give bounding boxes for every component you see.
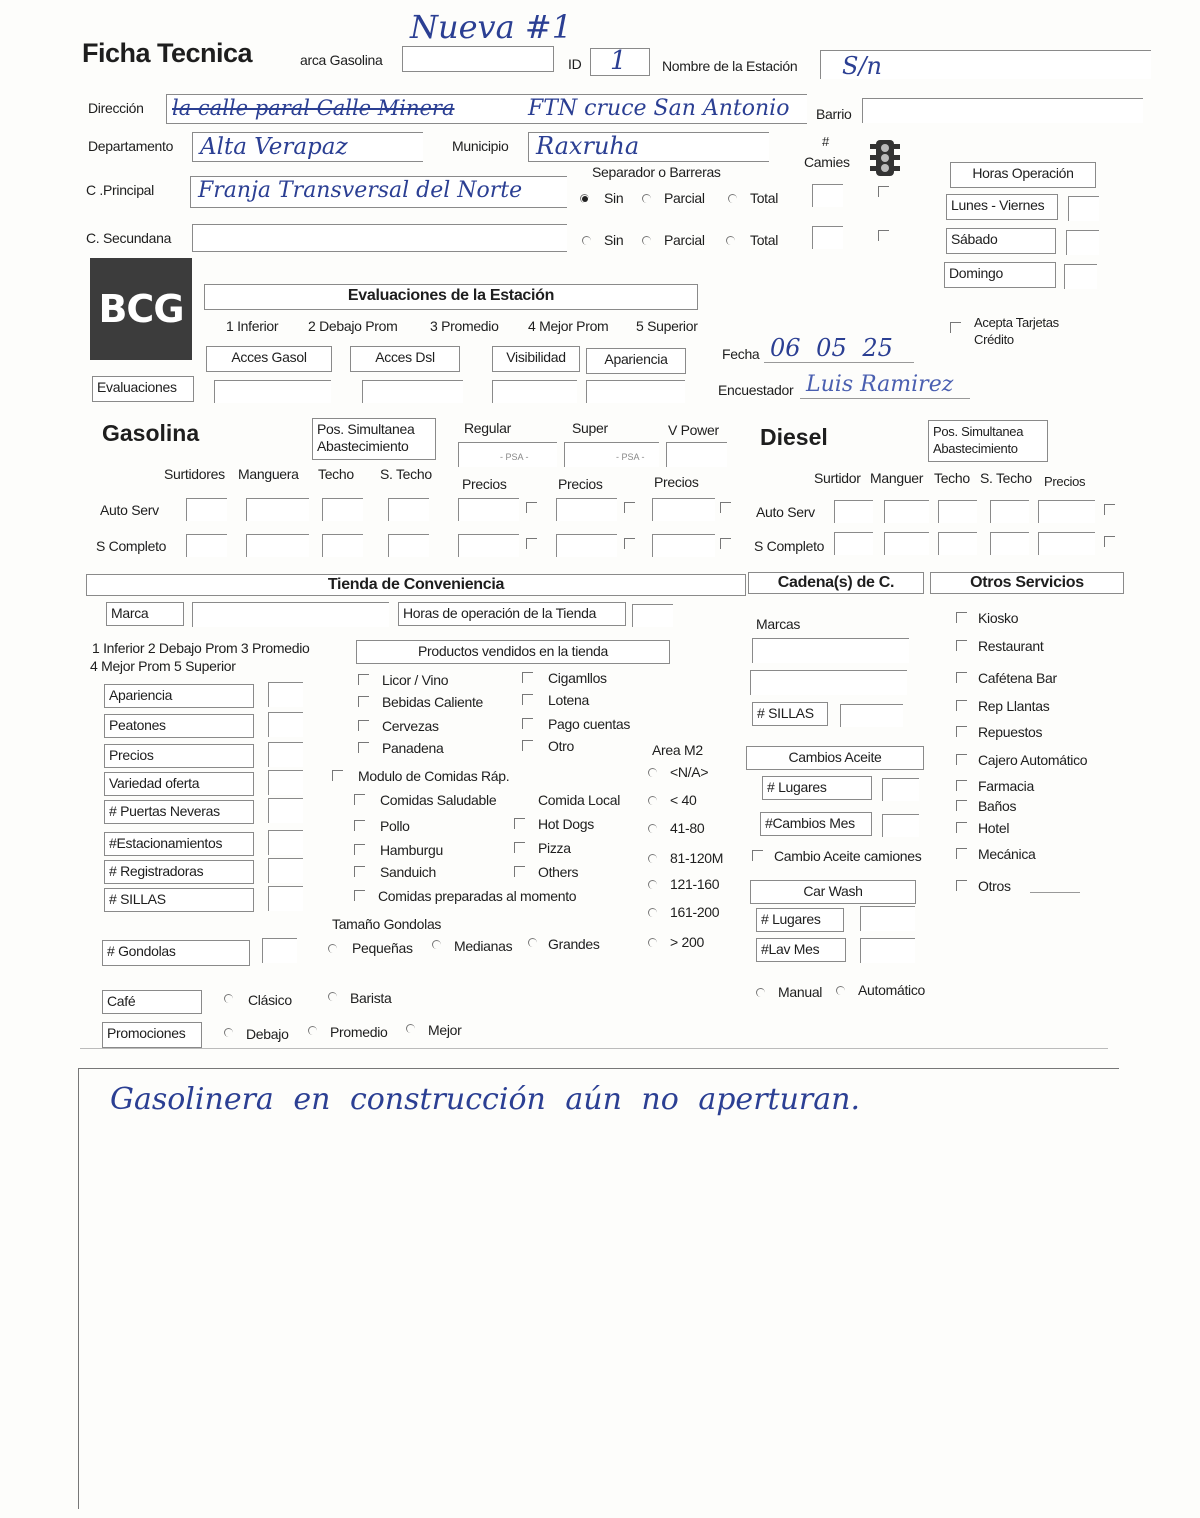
comida-4-label: Comidas preparadas al momento bbox=[378, 888, 577, 904]
otros-5-checkbox[interactable] bbox=[956, 754, 967, 765]
manual-radio[interactable] bbox=[756, 988, 765, 997]
size-medianas: Medianas bbox=[454, 938, 513, 954]
diesel-col-techo: Techo bbox=[934, 470, 970, 486]
modulo-label: Modulo de Comidas Ráp. bbox=[358, 768, 510, 784]
marca-field[interactable] bbox=[192, 602, 389, 627]
tienda-scale-2: 4 Mejor Prom 5 Superior bbox=[90, 658, 236, 674]
bcg-logo: BCG bbox=[90, 258, 192, 360]
id-label: ID bbox=[568, 56, 582, 72]
otros-4-checkbox[interactable] bbox=[956, 726, 967, 737]
gondolas-label: # Gondolas bbox=[102, 940, 250, 966]
gas-price-1-1[interactable] bbox=[556, 534, 617, 557]
cafe-barista: Barista bbox=[350, 990, 392, 1006]
tienda-eval-3-field[interactable] bbox=[268, 770, 303, 795]
principal-sin-radio[interactable] bbox=[580, 194, 589, 203]
tienda-eval-7-field[interactable] bbox=[268, 886, 303, 911]
secundaria-field[interactable] bbox=[192, 224, 567, 252]
horas-tienda-field[interactable] bbox=[632, 604, 673, 627]
size-pequenas-radio[interactable] bbox=[328, 944, 337, 953]
productos-label: Productos vendidos en la tienda bbox=[356, 640, 670, 664]
visibilidad-field[interactable] bbox=[492, 380, 577, 403]
municipio-value: Raxruha bbox=[536, 132, 640, 160]
cadena-sillas-field[interactable] bbox=[840, 704, 903, 727]
otros-4-label: Repuestos bbox=[978, 724, 1043, 740]
barrio-label: Barrio bbox=[816, 106, 852, 122]
grade-regular: Regular bbox=[464, 420, 511, 436]
otros-title: Otros Servicios bbox=[930, 572, 1124, 594]
principal-value: Franja Transversal del Norte bbox=[198, 178, 523, 203]
prod-right-0-checkbox[interactable] bbox=[522, 672, 533, 683]
diesel-price-check-1[interactable] bbox=[1104, 536, 1115, 547]
size-medianas-radio[interactable] bbox=[432, 940, 441, 949]
carwash-lugares-label: # Lugares bbox=[756, 908, 844, 932]
tienda-eval-4-label: # Puertas Neveras bbox=[104, 800, 254, 824]
prod-right-0-label: Cigamllos bbox=[548, 670, 607, 686]
gasolina-pos-label: Pos. Simultanea Abastecimiento bbox=[312, 418, 436, 460]
otros-0-checkbox[interactable] bbox=[956, 612, 967, 623]
size-pequenas: Pequeñas bbox=[352, 940, 413, 956]
comida-0-checkbox[interactable] bbox=[354, 794, 365, 805]
otros-10-label: Otros bbox=[978, 878, 1011, 894]
local-0-checkbox[interactable] bbox=[514, 818, 525, 829]
local-2-checkbox[interactable] bbox=[514, 866, 525, 877]
principal-total-radio[interactable] bbox=[728, 194, 737, 203]
super-psa-placeholder: - PSA - bbox=[616, 452, 645, 462]
acces-gasol-field[interactable] bbox=[214, 380, 331, 403]
marca-label: Marca bbox=[106, 602, 184, 626]
area-3-radio[interactable] bbox=[648, 854, 657, 863]
area-6-label: > 200 bbox=[670, 934, 704, 950]
marcas-label: Marcas bbox=[756, 616, 801, 632]
gas-price-check-0-1[interactable] bbox=[624, 502, 635, 513]
cafe-clasico-radio[interactable] bbox=[224, 994, 233, 1003]
promo-promedio-radio[interactable] bbox=[308, 1026, 317, 1035]
otros-8-checkbox[interactable] bbox=[956, 822, 967, 833]
diesel-cell-0-3[interactable] bbox=[990, 500, 1029, 523]
vpower-psa-field[interactable] bbox=[666, 442, 727, 467]
prod-right-3-checkbox[interactable] bbox=[522, 740, 533, 751]
tienda-eval-2-label: Precios bbox=[104, 744, 254, 768]
diesel-col-precios: Precios bbox=[1044, 474, 1086, 489]
comida-2-checkbox[interactable] bbox=[354, 844, 365, 855]
comida-0-label: Comidas Saludable bbox=[380, 792, 497, 808]
secundaria-semaforo-checkbox[interactable] bbox=[878, 230, 889, 241]
encuestador-line bbox=[800, 398, 970, 399]
otros-1-checkbox[interactable] bbox=[956, 640, 967, 651]
diesel-cell-1-3[interactable] bbox=[990, 532, 1029, 555]
promo-debajo: Debajo bbox=[246, 1026, 289, 1042]
otros-6-checkbox[interactable] bbox=[956, 780, 967, 791]
area-1-label: < 40 bbox=[670, 792, 697, 808]
gas-cell-1-0[interactable] bbox=[186, 534, 227, 557]
super-psa-field[interactable] bbox=[564, 442, 659, 467]
tienda-eval-5-field[interactable] bbox=[268, 830, 303, 855]
gas-price-check-0-0[interactable] bbox=[526, 502, 537, 513]
secundaria-parcial-label: Parcial bbox=[664, 232, 705, 248]
vpower-precios: Precios bbox=[654, 474, 699, 490]
prod-right-1-checkbox[interactable] bbox=[522, 694, 533, 705]
area-4-label: 121-160 bbox=[670, 876, 720, 892]
otros-7-checkbox[interactable] bbox=[956, 800, 967, 811]
gas-price-1-2[interactable] bbox=[652, 534, 715, 557]
gasolina-title: Gasolina bbox=[102, 420, 200, 446]
acces-dsl-label: Acces Dsl bbox=[350, 346, 460, 372]
gas-cell-1-3[interactable] bbox=[388, 534, 429, 557]
promo-promedio: Promedio bbox=[330, 1024, 388, 1040]
apariencia-field[interactable] bbox=[586, 380, 685, 403]
promo-mejor-radio[interactable] bbox=[406, 1024, 415, 1033]
gas-price-check-1-2[interactable] bbox=[720, 538, 731, 549]
size-grandes: Grandes bbox=[548, 936, 600, 952]
cambios-lugares-field[interactable] bbox=[882, 778, 919, 801]
cafe-clasico: Clásico bbox=[248, 992, 292, 1008]
notes-top-line bbox=[80, 1048, 1108, 1049]
secundaria-label: C. Secundana bbox=[86, 230, 172, 246]
tienda-eval-6-label: # Registradoras bbox=[104, 860, 254, 884]
area-3-label: 81-120M bbox=[670, 850, 724, 866]
prod-left-3-label: Panadena bbox=[382, 740, 444, 756]
marca-gasolina-label: arca Gasolina bbox=[300, 52, 383, 68]
comida-1-checkbox[interactable] bbox=[354, 820, 365, 831]
diesel-price-check-0[interactable] bbox=[1104, 504, 1115, 515]
tienda-scale-1: 1 Inferior 2 Debajo Prom 3 Promedio bbox=[92, 640, 310, 656]
acces-gasol-label: Acces Gasol bbox=[206, 346, 332, 372]
diesel-cell-1-2[interactable] bbox=[938, 532, 977, 555]
prod-left-3-checkbox[interactable] bbox=[358, 742, 369, 753]
principal-label: C .Principal bbox=[86, 182, 154, 198]
estacion-value: S/n bbox=[842, 52, 882, 80]
prod-left-1-checkbox[interactable] bbox=[358, 696, 369, 707]
cambios-mes-label: #Cambios Mes bbox=[760, 812, 872, 836]
tienda-eval-5-label: #Estacionamientos bbox=[104, 832, 254, 856]
eval-scale-3: 3 Promedio bbox=[430, 318, 499, 334]
cambios-aceite-title: Cambios Aceite bbox=[746, 746, 924, 770]
acces-dsl-field[interactable] bbox=[362, 380, 463, 403]
diesel-row-auto-serv: Auto Serv bbox=[756, 504, 815, 520]
modulo-checkbox[interactable] bbox=[332, 770, 343, 781]
col-manguera: Manguera bbox=[238, 466, 299, 482]
col-s-techo: S. Techo bbox=[380, 466, 432, 482]
automatico-label: Automático bbox=[858, 982, 926, 998]
otros-3-label: Rep Llantas bbox=[978, 698, 1050, 714]
otros-3-checkbox[interactable] bbox=[956, 700, 967, 711]
regular-psa-placeholder: - PSA - bbox=[500, 452, 529, 462]
carwash-lugares-field[interactable] bbox=[860, 906, 915, 931]
comida-3-checkbox[interactable] bbox=[354, 866, 365, 877]
area-0-radio[interactable] bbox=[648, 768, 657, 777]
traffic-light-icon bbox=[868, 138, 902, 178]
tienda-eval-0-label: Apariencia bbox=[104, 684, 254, 708]
domingo-label: Domingo bbox=[944, 262, 1056, 288]
prod-right-2-checkbox[interactable] bbox=[522, 718, 533, 729]
gas-cell-1-2[interactable] bbox=[322, 534, 363, 557]
size-grandes-radio[interactable] bbox=[528, 938, 537, 947]
departamento-label: Departamento bbox=[88, 138, 174, 154]
col-techo: Techo bbox=[318, 466, 354, 482]
prod-left-0-checkbox[interactable] bbox=[358, 674, 369, 685]
prod-left-1-label: Bebidas Caliente bbox=[382, 694, 484, 710]
eval-scale-4: 4 Mejor Prom bbox=[528, 318, 609, 334]
prod-right-2-label: Pago cuentas bbox=[548, 716, 631, 732]
cafe-barista-radio[interactable] bbox=[328, 992, 337, 1001]
tamano-label: Tamaño Gondolas bbox=[332, 916, 442, 932]
comida-local-label: Comida Local bbox=[538, 792, 620, 808]
tienda-eval-6-field[interactable] bbox=[268, 858, 303, 883]
otros-10-checkbox[interactable] bbox=[956, 880, 967, 891]
lav-mes-label: #Lav Mes bbox=[756, 938, 846, 962]
tienda-eval-0-field[interactable] bbox=[268, 682, 303, 707]
cambios-lugares-label: # Lugares bbox=[762, 776, 872, 800]
gas-price-0-1[interactable] bbox=[556, 498, 617, 521]
horas-operacion-title: Horas Operación bbox=[950, 162, 1096, 188]
barrio-field[interactable] bbox=[862, 98, 1143, 123]
sabado-label: Sábado bbox=[946, 228, 1056, 254]
sabado-field[interactable] bbox=[1066, 230, 1099, 255]
estacion-label: Nombre de la Estación bbox=[662, 58, 798, 74]
local-2-label: Others bbox=[538, 864, 579, 880]
gas-price-check-1-1[interactable] bbox=[624, 538, 635, 549]
camiones-label: Camies bbox=[804, 154, 850, 170]
diesel-row-s-completo: S Completo bbox=[754, 538, 825, 554]
prod-right-3-label: Otro bbox=[548, 738, 575, 754]
comida-4-checkbox[interactable] bbox=[354, 890, 365, 901]
automatico-radio[interactable] bbox=[836, 986, 845, 995]
comida-1-label: Pollo bbox=[380, 818, 410, 834]
tienda-eval-1-label: Peatones bbox=[104, 714, 254, 738]
gondolas-field[interactable] bbox=[262, 938, 297, 963]
grade-vpower: V Power bbox=[668, 422, 719, 438]
gas-price-1-0[interactable] bbox=[458, 534, 519, 557]
area-2-label: 41-80 bbox=[670, 820, 705, 836]
visibilidad-label: Visibilidad bbox=[492, 346, 580, 372]
secundaria-sin-radio[interactable] bbox=[582, 236, 591, 245]
page-title: Ficha Tecnica bbox=[82, 38, 253, 68]
otros-5-label: Cajero Automático bbox=[978, 752, 1088, 768]
area-2-radio[interactable] bbox=[648, 824, 657, 833]
manual-label: Manual bbox=[778, 984, 823, 1000]
domingo-field[interactable] bbox=[1064, 264, 1097, 289]
secundaria-total-label: Total bbox=[750, 232, 779, 248]
fecha-label: Fecha bbox=[722, 346, 760, 362]
otros-1-label: Restaurant bbox=[978, 638, 1044, 654]
principal-camiones-field[interactable] bbox=[812, 184, 843, 207]
eval-scale-2: 2 Debajo Prom bbox=[308, 318, 398, 334]
area-label: Area M2 bbox=[652, 742, 703, 758]
gas-row-auto-serv: Auto Serv bbox=[100, 502, 159, 518]
grade-super: Super bbox=[572, 420, 608, 436]
otros-6-label: Farmacia bbox=[978, 778, 1034, 794]
municipio-label: Municipio bbox=[452, 138, 509, 154]
diesel-cell-0-2[interactable] bbox=[938, 500, 977, 523]
promo-mejor: Mejor bbox=[428, 1022, 462, 1038]
encuestador-value: Luis Ramirez bbox=[806, 372, 954, 397]
principal-total-label: Total bbox=[750, 190, 779, 206]
diesel-cell-0-0[interactable] bbox=[834, 500, 873, 523]
car-wash-title: Car Wash bbox=[750, 880, 916, 904]
diesel-col-manguer: Manguer bbox=[870, 470, 924, 486]
gas-price-0-0[interactable] bbox=[458, 498, 519, 521]
marcas-field-2[interactable] bbox=[750, 670, 907, 695]
camiones-hash: # bbox=[822, 134, 829, 149]
gas-row-s-completo: S Completo bbox=[96, 538, 167, 554]
super-precios: Precios bbox=[558, 476, 603, 492]
handwritten-title: Nueva #1 bbox=[410, 8, 573, 46]
otros-2-checkbox[interactable] bbox=[956, 672, 967, 683]
col-surtidores: Surtidores bbox=[164, 466, 225, 482]
diesel-cell-0-1[interactable] bbox=[884, 500, 929, 523]
tienda-eval-1-field[interactable] bbox=[268, 712, 303, 737]
otros-0-label: Kiosko bbox=[978, 610, 1019, 626]
diesel-cell-1-4[interactable] bbox=[1038, 532, 1095, 555]
cambio-camiones-label: Cambio Aceite camiones bbox=[774, 848, 922, 864]
secundaria-parcial-radio[interactable] bbox=[642, 236, 651, 245]
area-5-radio[interactable] bbox=[648, 908, 657, 917]
cadena-sillas-label: # SILLAS bbox=[752, 702, 828, 726]
local-0-label: Hot Dogs bbox=[538, 816, 594, 832]
local-1-label: Pizza bbox=[538, 840, 571, 856]
promociones-label: Promociones bbox=[102, 1022, 202, 1048]
diesel-cell-0-4[interactable] bbox=[1038, 500, 1095, 523]
prod-left-2-checkbox[interactable] bbox=[358, 720, 369, 731]
lunes-viernes-field[interactable] bbox=[1068, 196, 1099, 221]
local-1-checkbox[interactable] bbox=[514, 842, 525, 853]
tienda-title: Tienda de Conveniencia bbox=[86, 574, 746, 596]
cadena-title: Cadena(s) de C. bbox=[748, 572, 924, 594]
principal-parcial-radio[interactable] bbox=[642, 194, 651, 203]
encuestador-label: Encuestador bbox=[718, 382, 794, 398]
gas-cell-0-3[interactable] bbox=[388, 498, 429, 521]
marca-gasolina-field[interactable] bbox=[402, 46, 554, 72]
otros-9-checkbox[interactable] bbox=[956, 848, 967, 859]
principal-semaforo-checkbox[interactable] bbox=[878, 186, 889, 197]
gas-cell-1-1[interactable] bbox=[246, 534, 309, 557]
marcas-field-1[interactable] bbox=[752, 638, 909, 663]
evaluaciones-label: Evaluaciones bbox=[92, 376, 194, 402]
comida-3-label: Sanduich bbox=[380, 864, 436, 880]
area-4-radio[interactable] bbox=[648, 880, 657, 889]
diesel-cell-1-1[interactable] bbox=[884, 532, 929, 555]
gas-price-0-2[interactable] bbox=[652, 498, 715, 521]
prod-right-1-label: Lotena bbox=[548, 692, 590, 708]
notes-area[interactable] bbox=[78, 1068, 1119, 1509]
otros-2-label: Cafétena Bar bbox=[978, 670, 1057, 686]
prod-left-2-label: Cervezas bbox=[382, 718, 439, 734]
diesel-col-surtidor: Surtidor bbox=[814, 470, 861, 486]
gas-price-check-0-2[interactable] bbox=[720, 502, 731, 513]
direccion-label: Dirección bbox=[88, 100, 144, 116]
gas-cell-0-1[interactable] bbox=[246, 498, 309, 521]
gas-cell-0-2[interactable] bbox=[322, 498, 363, 521]
apariencia-label: Apariencia bbox=[586, 348, 686, 374]
lav-mes-field[interactable] bbox=[860, 938, 915, 963]
diesel-pos-label: Pos. Simultanea Abastecimiento bbox=[928, 420, 1048, 462]
principal-parcial-label: Parcial bbox=[664, 190, 705, 206]
direccion-struck: la calle paral Calle Minera bbox=[172, 96, 455, 120]
otros-7-label: Baños bbox=[978, 798, 1017, 814]
separador-label: Separador o Barreras bbox=[592, 164, 721, 180]
acepta-tarjetas-checkbox[interactable] bbox=[950, 322, 961, 333]
acepta-tarjetas-label: Acepta Tarjetas Crédito bbox=[974, 315, 1059, 347]
area-1-radio[interactable] bbox=[648, 796, 657, 805]
gas-cell-0-0[interactable] bbox=[186, 498, 227, 521]
fecha-line bbox=[764, 362, 914, 363]
otros-line bbox=[1030, 892, 1080, 893]
horas-tienda-label: Horas de operación de la Tienda bbox=[398, 602, 626, 626]
area-6-radio[interactable] bbox=[648, 938, 657, 947]
secundaria-camiones-field[interactable] bbox=[812, 226, 843, 249]
regular-precios: Precios bbox=[462, 476, 507, 492]
gas-price-check-1-0[interactable] bbox=[526, 538, 537, 549]
fecha-value: 06 05 25 bbox=[770, 334, 893, 362]
tienda-eval-3-label: Variedad oferta bbox=[104, 772, 254, 796]
tienda-eval-2-field[interactable] bbox=[268, 742, 303, 767]
area-5-label: 161-200 bbox=[670, 904, 720, 920]
prod-left-0-label: Licor / Vino bbox=[382, 672, 449, 688]
notes-text: Gasolinera en construcción aún no aperturan. bbox=[110, 1082, 860, 1117]
id-value: 1 bbox=[610, 46, 627, 76]
cambios-mes-field[interactable] bbox=[882, 814, 919, 837]
diesel-col-s-techo: S. Techo bbox=[980, 470, 1032, 486]
direccion-value: FTN cruce San Antonio bbox=[528, 96, 790, 121]
principal-sin-label: Sin bbox=[604, 190, 624, 206]
cambio-camiones-checkbox[interactable] bbox=[752, 850, 763, 861]
otros-8-label: Hotel bbox=[978, 820, 1010, 836]
tienda-eval-4-field[interactable] bbox=[268, 798, 303, 823]
comida-2-label: Hamburgu bbox=[380, 842, 443, 858]
lunes-viernes-label: Lunes - Viernes bbox=[946, 194, 1058, 220]
evaluaciones-title: Evaluaciones de la Estación bbox=[204, 284, 698, 310]
otros-9-label: Mecánica bbox=[978, 846, 1036, 862]
diesel-cell-1-0[interactable] bbox=[834, 532, 873, 555]
eval-scale-5: 5 Superior bbox=[636, 318, 698, 334]
departamento-value: Alta Verapaz bbox=[200, 134, 348, 160]
secundaria-total-radio[interactable] bbox=[726, 236, 735, 245]
area-0-label: <N/A> bbox=[670, 764, 709, 780]
secundaria-sin-label: Sin bbox=[604, 232, 624, 248]
cafe-label: Café bbox=[102, 990, 202, 1014]
diesel-title: Diesel bbox=[760, 424, 828, 450]
tienda-eval-7-label: # SILLAS bbox=[104, 888, 254, 912]
promo-debajo-radio[interactable] bbox=[224, 1028, 233, 1037]
eval-scale-1: 1 Inferior bbox=[226, 318, 279, 334]
